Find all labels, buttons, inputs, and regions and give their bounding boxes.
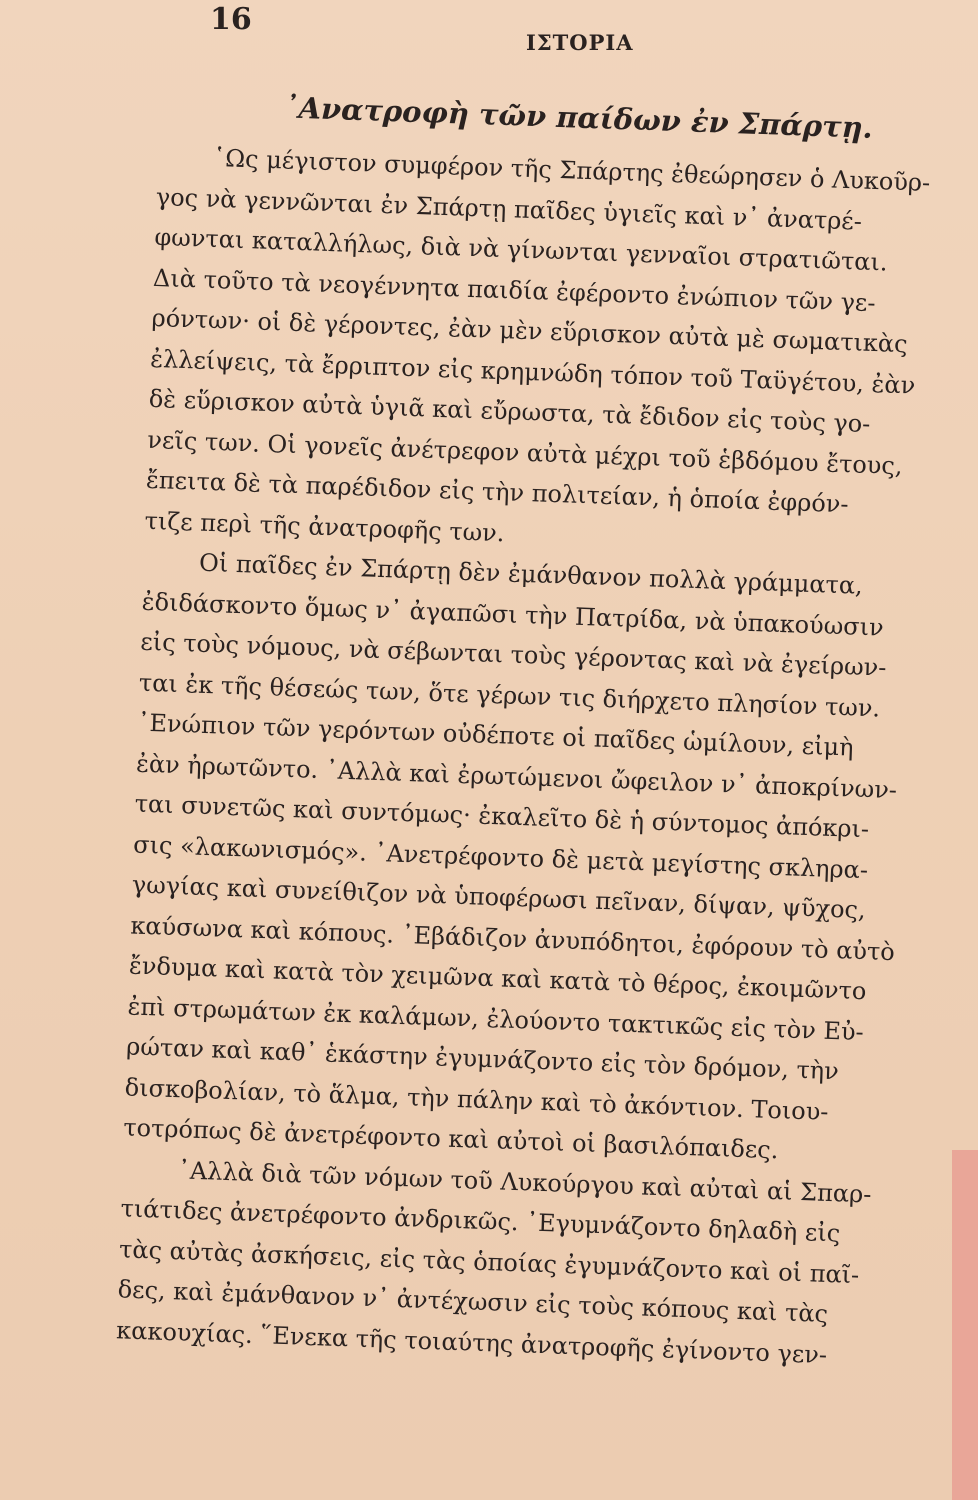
text-line: κακουχίας. ῞Ενεκα τῆς τοιαύτης ἀνατροφῆς ἐγίνοντο γεν- [115,1315,828,1369]
page-number: 16 [210,2,252,37]
text-line: τὰς αὐτὰς ἀσκήσεις, εἰς τὰς ὁποίας ἐγυμνάζοντο καὶ οἱ παῖ- [118,1234,860,1289]
text-line: δὲ εὕρισκον αὐτὰ ὑγιᾶ καὶ εὔρωστα, τὰ ἔδιδον εἰς τοὺς γο- [148,384,871,438]
text-line: ται ἐκ τῆς θέσεώς των, ὅτε γέρων τις διήρχετο πλησίον των. [138,668,881,723]
text-line: ρώταν καὶ καθ᾿ ἑκάστην ἐγυμνάζοντο εἰς τὸν δρόμον, τὴν [125,1032,840,1086]
text-line: ἔνδυμα καὶ κατὰ τὸν χειμῶνα καὶ κατὰ τὸ θέρος, ἐκοιμῶντο [128,951,867,1006]
text-line: ἔπειτα δὲ τὰ παρέδιδον εἰς τὴν πολιτείαν, ἡ ὁποία ἐφρόν- [145,465,849,519]
body-text [115,80,931,1377]
text-line: δες, καὶ ἐμάνθανον ν᾿ ἀντέχωσιν εἰς τοὺς κόπους καὶ τὰς [117,1275,829,1329]
text-line: σις «λακωνισμός». ᾿Ανετρέφοντο δὲ μετὰ μεγίστης σκληρα- [132,830,869,884]
text-line: ἐὰν ἠρωτῶντο. ᾿Αλλὰ καὶ ἐρωτώμενοι ὤφειλον ν᾿ ἀποκρίνων- [135,749,898,804]
text-line: νεῖς των. Οἱ γονεῖς ἀνέτρεφον αὐτὰ μέχρι τοῦ ἑβδόμου ἔτους, [146,425,903,480]
text-line: ἐλλείψεις, τὰ ἔρριπτον εἰς κρημνώδη τόπον τοῦ Ταϋγέτου, ἐὰν [149,344,916,400]
text-line: Οἱ παῖδες ἐν Σπάρτῃ δὲν ἐμάνθανον πολλὰ γράμματα, [198,548,864,600]
text-line: ῾Ως μέγιστον συμφέρον τῆς Σπάρτης ἐθεώρησεν ὁ Λυκοῦρ- [212,143,931,197]
text-line: εἰς τοὺς νόμους, νὰ σέβωνται τοὺς γέροντας καὶ νὰ ἐγείρων- [139,627,887,682]
text-line: φωνται καταλλήλως, διὰ νὰ γίνωνται γενναῖοι στρατιῶται. [154,222,889,277]
text-line: δισκοβολίαν, τὸ ἅλμα, τὴν πάλην καὶ τὸ ἀκόντιον. Τοιου- [124,1072,829,1126]
text-line: τιζε περὶ τῆς ἀνατροφῆς των. [144,506,505,547]
text-line: τοτρόπως δὲ ἀνετρέφοντο καὶ αὐτοὶ οἱ βασιλόπαιδες. [122,1113,779,1165]
text-lines [115,136,931,1377]
text-line: τιάτιδες ἀνετρέφοντο ἀνδρικῶς. ᾿Εγυμνάζοντο δηλαδὴ εἰς [120,1194,841,1248]
text-line: ἐδιδάσκοντο ὅμως ν᾿ ἀγαπῶσι τὴν Πατρίδα, νὰ ὑπακούωσιν [141,587,885,642]
text-line: ᾿Αλλὰ διὰ τῶν νόμων τοῦ Λυκούργου καὶ αὐταὶ αἱ Σπαρ- [177,1155,872,1208]
text-line: ται συνετῶς καὶ συντόμως· ἐκαλεῖτο δὲ ἡ σύντομος ἀπόκρι- [134,789,870,844]
page-edge [952,1150,978,1500]
text-line: ἐπὶ στρωμάτων ἐκ καλάμων, ἐλούοντο τακτικῶς εἰς τὸν Εὐ- [127,991,865,1046]
text-line: ρόντων· οἱ δὲ γέροντες, ἐὰν μὲν εὕρισκον αὐτὰ μὲ σωματικὰς [151,303,909,359]
text-line: γος νὰ γεννῶνται ἐν Σπάρτῃ παῖδες ὑγιεῖς καὶ ν᾿ ἀνατρέ- [155,182,863,236]
text-line: γωγίας καὶ συνείθιζον νὰ ὑποφέρωσι πεῖναν, δίψαν, ψῦχος, [131,870,867,925]
text-line: Διὰ τοῦτο τὰ νεογέννητα παιδία ἐφέροντο ἐνώπιον τῶν γε- [152,263,876,317]
text-line: ᾿Ενώπιον τῶν γερόντων οὐδέποτε οἱ παῖδες ὡμίλουν, εἰμὴ [137,708,855,762]
text-line: καύσωνα καὶ κόπους. ᾿Εβάδιζον ἀνυπόδητοι, ἐφόρουν τὸ αὐτὸ [130,910,896,966]
running-title: ΙΣΤΟΡΙΑ [526,30,634,55]
section-title: ᾿Ανατροφὴ τῶν παίδων ἐν Σπάρτῃ. [283,90,874,145]
